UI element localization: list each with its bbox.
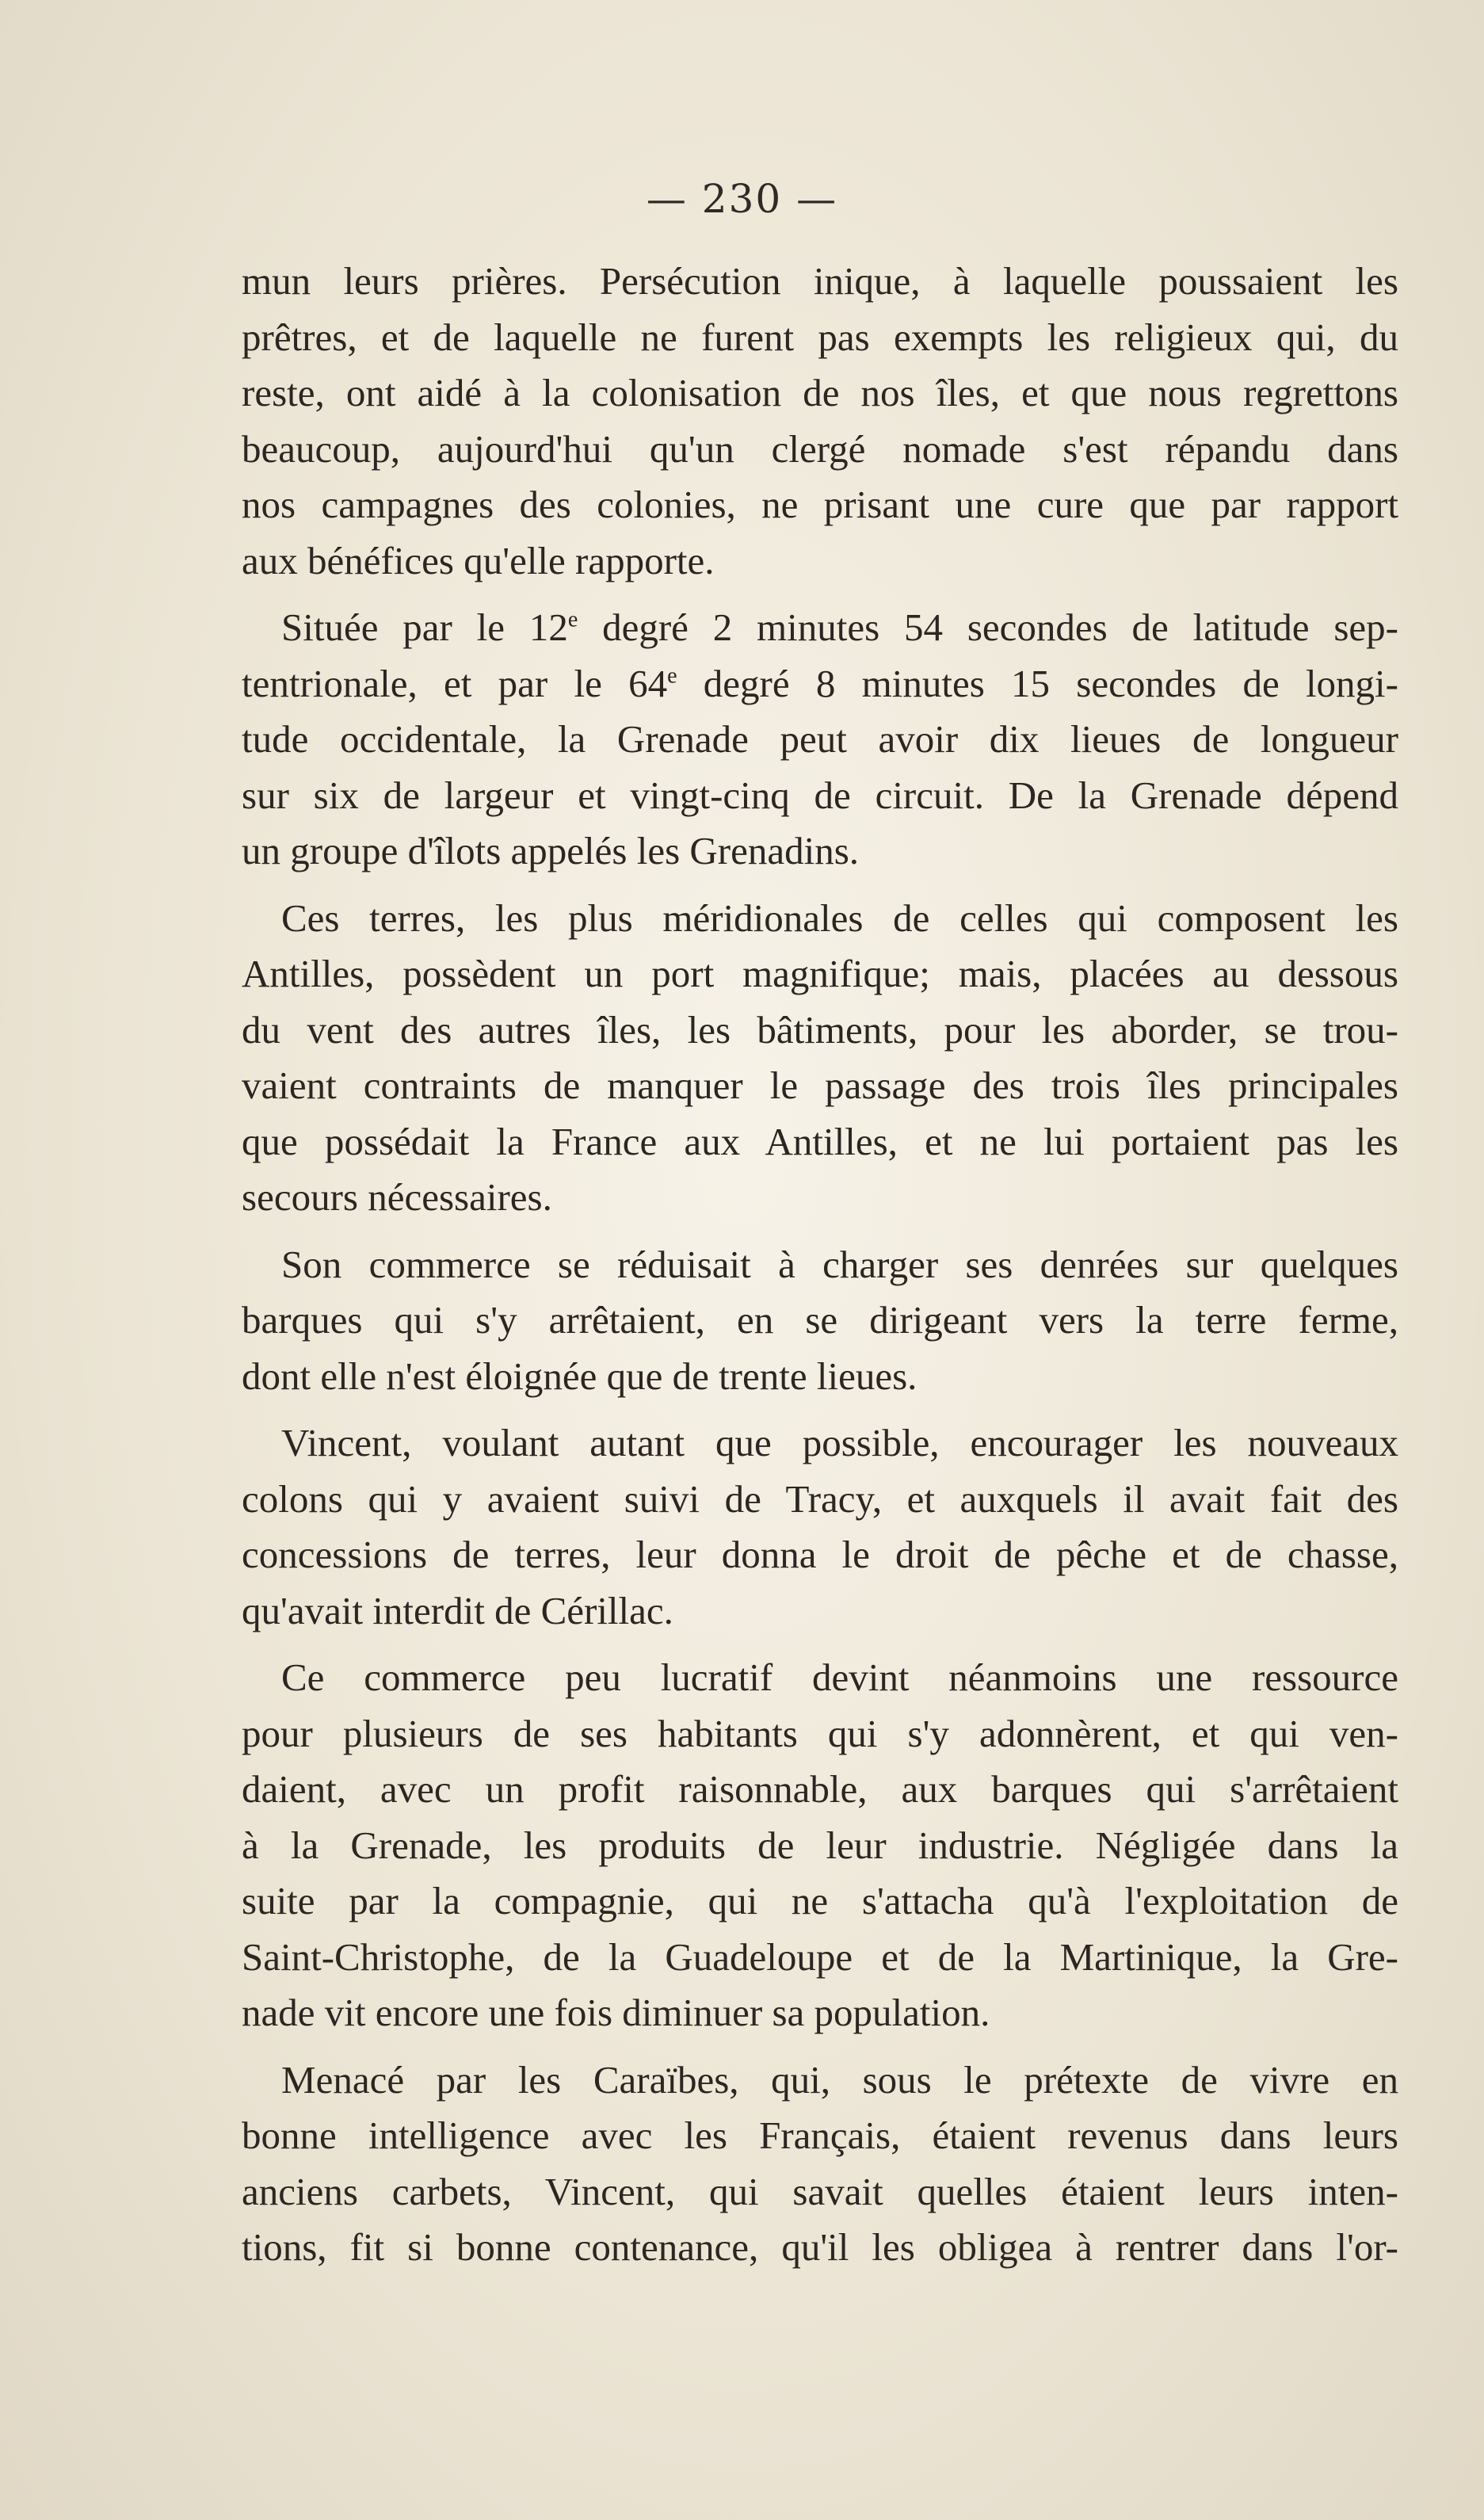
text-line: nade vit encore une fois diminuer sa population. xyxy=(242,1991,990,2034)
paragraph xyxy=(242,891,1398,1226)
text-line: pour plusieurs de ses habitants qui s'y adonnèrent, et qui ven- xyxy=(242,1711,1398,1755)
text-line: daient, avec un profit raisonnable, aux barques qui s'arrêtaient xyxy=(242,1767,1398,1811)
text-line: Saint-Christophe, de la Guadeloupe et de la Martinique, la Gre- xyxy=(242,1934,1398,1979)
text-line: colons qui y avaient suivi de Tracy, et auxquels il avait fait des xyxy=(242,1476,1398,1521)
text-line: reste, ont aidé à la colonisation de nos îles, et que nous regrettons xyxy=(242,371,1398,414)
text-line: du vent des autres îles, les bâtiments, pour les aborder, se trou- xyxy=(242,1007,1398,1052)
paragraph xyxy=(242,1237,1398,1405)
text-line: dont elle n'est éloignée que de trente lieues. xyxy=(242,1354,917,1398)
text-line: aux bénéfices qu'elle rapporte. xyxy=(242,538,715,582)
text-line: que possédait la France aux Antilles, et ne lui portaient pas les xyxy=(242,1119,1398,1163)
text-line: concessions de terres, leur donna le droit de pêche et de chasse, xyxy=(242,1533,1398,1576)
text-line: Son commerce se réduisait à charger ses denrées sur quelques xyxy=(281,1242,1398,1286)
text-line: Située par le 12e degré 2 minutes 54 secondes de latitude sep- xyxy=(281,605,1398,649)
text-line: à la Grenade, les produits de leur industrie. Négligée dans la xyxy=(242,1823,1398,1867)
text-line: anciens carbets, Vincent, qui savait quelles étaient leurs inten- xyxy=(242,2169,1398,2213)
text-line: barques qui s'y arrêtaient, en se dirigeant vers la terre ferme, xyxy=(242,1298,1398,1342)
text-line: nos campagnes des colonies, ne prisant une cure que par rapport xyxy=(242,483,1398,526)
text-line: vaient contraints de manquer le passage des trois îles principales xyxy=(242,1063,1398,1107)
paragraph xyxy=(242,600,1398,880)
text-line: Antilles, possèdent un port magnifique; mais, placées au dessous xyxy=(242,952,1398,995)
text-line: Ce commerce peu lucratif devint néanmoins une ressource xyxy=(281,1655,1398,1699)
text-line: tude occidentale, la Grenade peut avoir dix lieues de longueur xyxy=(242,717,1398,761)
text-line: mun leurs prières. Persécution inique, à laquelle poussaient les xyxy=(242,259,1398,303)
text-line: suite par la compagnie, qui ne s'attacha qu'à l'exploitation de xyxy=(242,1879,1398,1922)
text-line: secours nécessaires. xyxy=(242,1175,552,1219)
text-line: bonne intelligence avec les Français, étaient revenus dans leurs xyxy=(242,2113,1398,2157)
text-line: beaucoup, aujourd'hui qu'un clergé nomade s'est répandu dans xyxy=(242,426,1398,471)
text-line: un groupe d'îlots appelés les Grenadins. xyxy=(242,829,860,872)
page-number: — 230 — xyxy=(646,176,838,222)
text-line: qu'avait interdit de Cérillac. xyxy=(242,1588,673,1632)
text-line: tentrionale, et par le 64e degré 8 minutes 15 secondes de longi- xyxy=(242,661,1398,705)
paragraph xyxy=(242,1650,1398,2041)
paragraph xyxy=(242,1415,1398,1639)
paragraph xyxy=(242,254,1398,589)
text-line: Vincent, voulant autant que possible, encourager les nouveaux xyxy=(281,1421,1398,1464)
text-line: Ces terres, les plus méridionales de celles qui composent les xyxy=(281,895,1398,940)
body-text xyxy=(242,254,1398,2287)
text-line: prêtres, et de laquelle ne furent pas exempts les religieux qui, du xyxy=(242,315,1398,359)
text-line: tions, fit si bonne contenance, qu'il les obligea à rentrer dans l'or- xyxy=(242,2225,1398,2269)
text-line: sur six de largeur et vingt-cinq de circuit. De la Grenade dépend xyxy=(242,773,1398,817)
paragraph xyxy=(242,2052,1398,2276)
text-line: Menacé par les Caraïbes, qui, sous le prétexte de vivre en xyxy=(281,2057,1398,2102)
